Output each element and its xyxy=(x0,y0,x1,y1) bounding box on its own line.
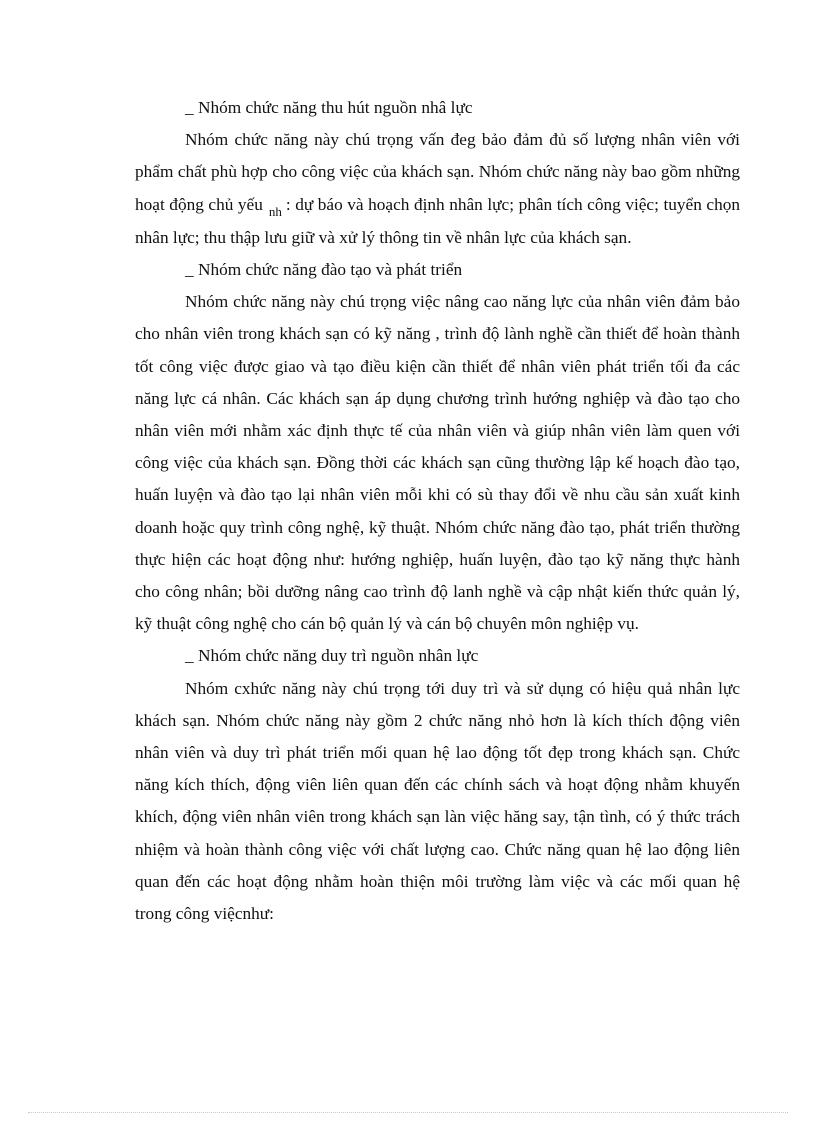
section-heading-training: _ Nhóm chức năng đào tạo và phát triển xyxy=(185,260,463,280)
paragraph-text-part: : dự báo và hoạch định nhân lực; phân tích công việc; tuyển chọn nhân lực; thu thập lưu giữ và xử lý thông tin về nhân lực của khách sạn. xyxy=(135,194,740,247)
section-paragraph-recruitment xyxy=(135,124,740,254)
page-bottom-divider xyxy=(28,1112,788,1113)
document-body xyxy=(135,92,740,930)
section-paragraph-retention: Nhóm cxhức năng này chú trọng tới duy trì và sử dụng có hiệu quả nhân lực khách sạn. Nhóm chức năng này gồm 2 chức năng nhỏ hơn là kích thích động viên nhân viên và duy trì phát triển mối quan hệ lao động tốt đẹp trong khách sạn. Chức năng kích thích, động viên liên quan đến các chính sách và hoạt động nhằm khuyến khích, động viên nhân viên trong khách sạn làn việc hăng say, tận tình, có ý thức trách nhiệm và hoàn thành công việc với chất lượng cao. Chức năng quan hệ lao động liên quan đến các hoạt động nhằm hoàn thiện môi trường làm việc và các mối quan hệ trong công việcnhư: xyxy=(135,678,740,924)
section-heading-retention: _ Nhóm chức năng duy trì nguồn nhân lực xyxy=(185,646,479,666)
subscript-fragment: nh xyxy=(268,203,282,219)
section-heading-recruitment: _ Nhóm chức năng thu hút nguồn nhâ lực xyxy=(185,98,473,117)
section-paragraph-training: Nhóm chức năng này chú trọng việc nâng cao năng lực của nhân viên đảm bảo cho nhân viên trong khách sạn có kỹ năng , trình độ lành nghề cần thiết để hoàn thành tốt công việc được giao và tạo điều kiện cần thiết để nhân viên phát triển tối đa các năng lực cá nhân. Các khách sạn áp dụng chương trình hướng nghiệp và đào tạo cho nhân viên mới nhằm xác định thực tế của nhân viên và giúp nhân viên làm quen với công việc của khách sạn. Đồng thời các khách sạn cũng thường lập kế hoạch đào tạo, huấn luyện và đào tạo lại nhân viên mỗi khi có sù thay đổi về nhu cầu sản xuất kinh doanh hoặc quy trình công nghệ, kỹ thuật. Nhóm chức năng đào tạo, phát triển thường thực hiện các hoạt động như: hướng nghiệp, huấn luyện, đào tạo kỹ năng thực hành cho công nhân; bồi dưỡng nâng cao trình độ lanh nghề và cập nhật kiến thức quản lý, kỹ thuật công nghệ cho cán bộ quản lý và cán bộ chuyên môn nghiệp vụ. xyxy=(135,292,740,634)
paragraph-text-part: Nhóm chức năng này chú trọng vấn đeg bảo đảm đủ số lượng nhân viên với phẩm chất phù hợp cho công việc của khách sạn. Nhóm chức năng này bao gồm những hoạt động chủ yếu xyxy=(135,130,740,214)
